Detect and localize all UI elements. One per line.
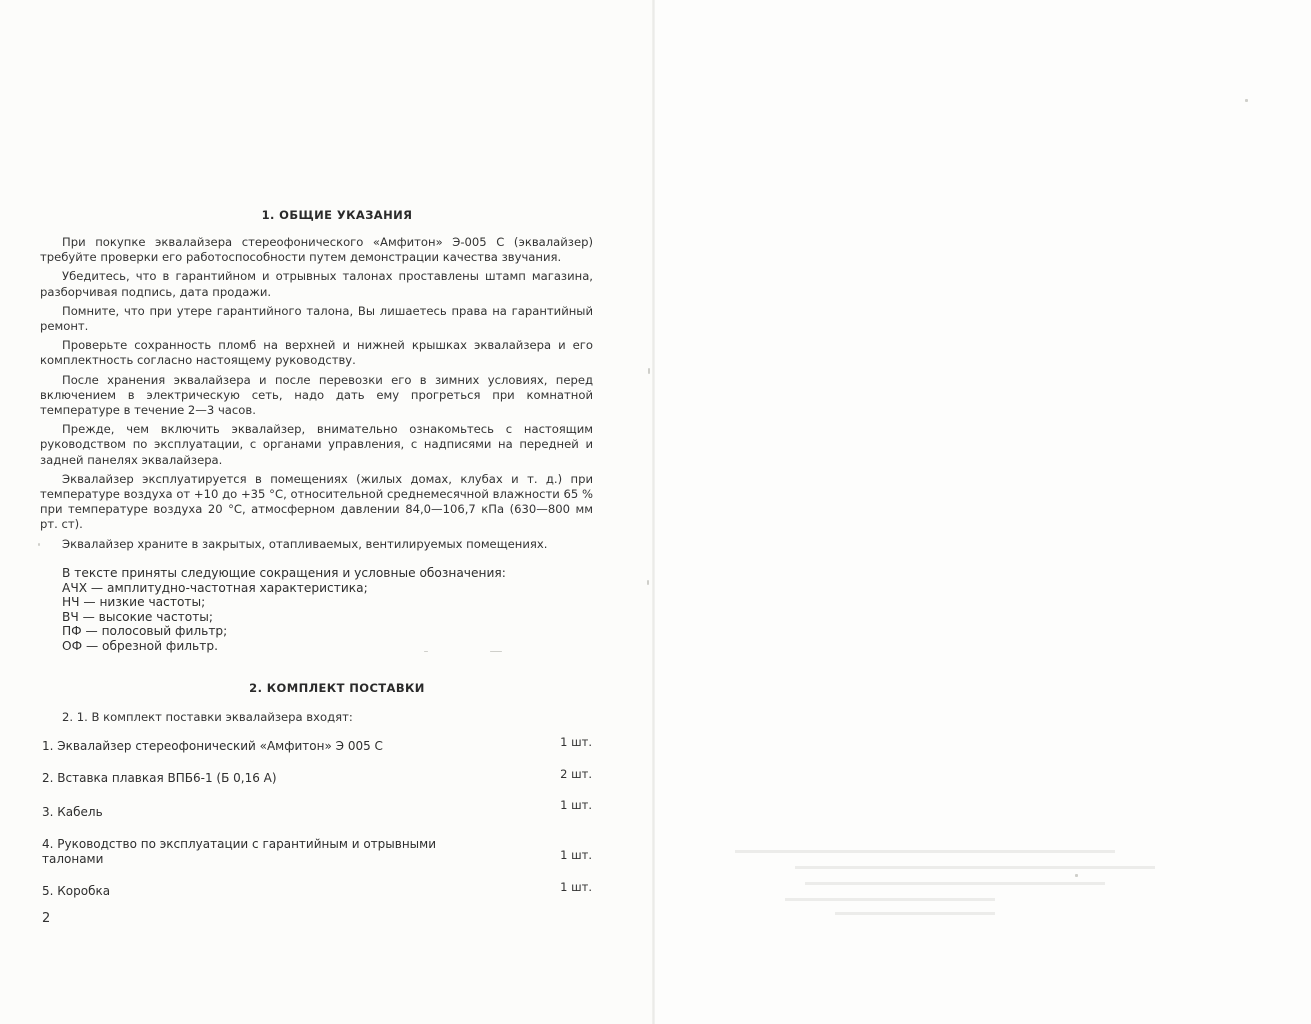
abbreviations-intro: В тексте приняты следующие сокращения и условные обозначения: (62, 566, 506, 580)
abbreviation-item: АЧХ — амплитудно-частотная характеристика; (62, 580, 368, 595)
abbreviation-item: ПФ — полосовый фильтр; (62, 624, 228, 639)
delivery-item-qty: 1 шт. (560, 880, 592, 894)
scan-speck (424, 651, 428, 652)
left-page (0, 0, 655, 1024)
section-2-title: 2. КОМПЛЕКТ ПОСТАВКИ (249, 681, 425, 695)
delivery-item-name: 4. Руководство по эксплуатации с гарантийным и отрывными талонами (42, 837, 436, 866)
delivery-item-name: 1. Эквалайзер стереофонический «Амфитон» Э 005 С (42, 739, 383, 753)
scan-speck (1075, 874, 1078, 877)
section-1-body (40, 235, 593, 556)
page-number: 2 (42, 911, 51, 926)
paragraph: После хранения эквалайзера и после перевозки его в зимних условиях, перед включением в электрическую сеть, надо дать ему прогреться при комнатной температуре в течение 2—3 часов. (40, 372, 593, 418)
paragraph: Эквалайзер храните в закрытых, отапливаемых, вентилируемых помещениях. (62, 536, 548, 551)
delivery-item-name: 2. Вставка плавкая ВПБ6-1 (Б 0,16 А) (42, 771, 277, 785)
abbreviation-item: ВЧ — высокие частоты; (62, 609, 214, 624)
delivery-intro: 2. 1. В комплект поставки эквалайзера входят: (62, 710, 353, 724)
paragraph: При покупке эквалайзера стереофонического «Амфитон» Э-005 С (эквалайзер) требуйте проверки его работоспособности путем демонстрации качества звучания. (40, 235, 593, 265)
abbreviation-item: НЧ — низкие частоты; (62, 595, 206, 610)
section-1-title: 1. ОБЩИЕ УКАЗАНИЯ (261, 208, 413, 222)
bleed-through-mark (835, 912, 995, 915)
paragraph: Прежде, чем включить эквалайзер, внимательно ознакомьтесь с настоящим руководством по эксплуатации, с органами управления, с надписями на передней и задней панелях эквалайзера. (40, 422, 593, 467)
scan-speck (648, 368, 650, 374)
paragraph: Убедитесь, что в гарантийном и отрывных талонах проставлены штамп магазина, разборчивая подпись, дата продажи. (40, 269, 593, 299)
delivery-item-qty: 1 шт. (560, 798, 592, 812)
paragraph: Эквалайзер эксплуатируется в помещениях (жилых домах, клубах и т. д.) при температуре воздуха от +10 до +35 °С, относительной среднемесячной влажности 65 % при температуре воздуха 20 °С, атмосферном давлении 84,0—106,7 кПа (630—800 мм рт. ст). (40, 471, 593, 532)
abbreviation-item: ОФ — обрезной фильтр. (62, 638, 218, 653)
bleed-through-mark (805, 882, 1105, 885)
abbreviations-list (62, 566, 602, 654)
right-page (655, 0, 1311, 1024)
delivery-item-name: 5. Коробка (42, 884, 111, 898)
bleed-through-mark (735, 850, 1115, 853)
paragraph: Проверьте сохранность пломб на верхней и нижней крышках эквалайзера и его комплектность согласно настоящему руководству. (40, 338, 593, 368)
bleed-through-mark (795, 866, 1155, 869)
delivery-item-qty: 2 шт. (560, 767, 592, 781)
delivery-item-qty: 1 шт. (560, 735, 592, 749)
scan-speck (490, 651, 502, 652)
scan-speck (647, 580, 649, 585)
delivery-item-name: 3. Кабель (42, 805, 103, 819)
scan-speck (38, 543, 40, 546)
scan-speck (1245, 99, 1248, 102)
paragraph: Помните, что при утере гарантийного талона, Вы лишаетесь права на гарантийный ремонт. (40, 303, 593, 334)
bleed-through-mark (785, 898, 995, 901)
delivery-item-qty: 1 шт. (560, 848, 592, 862)
